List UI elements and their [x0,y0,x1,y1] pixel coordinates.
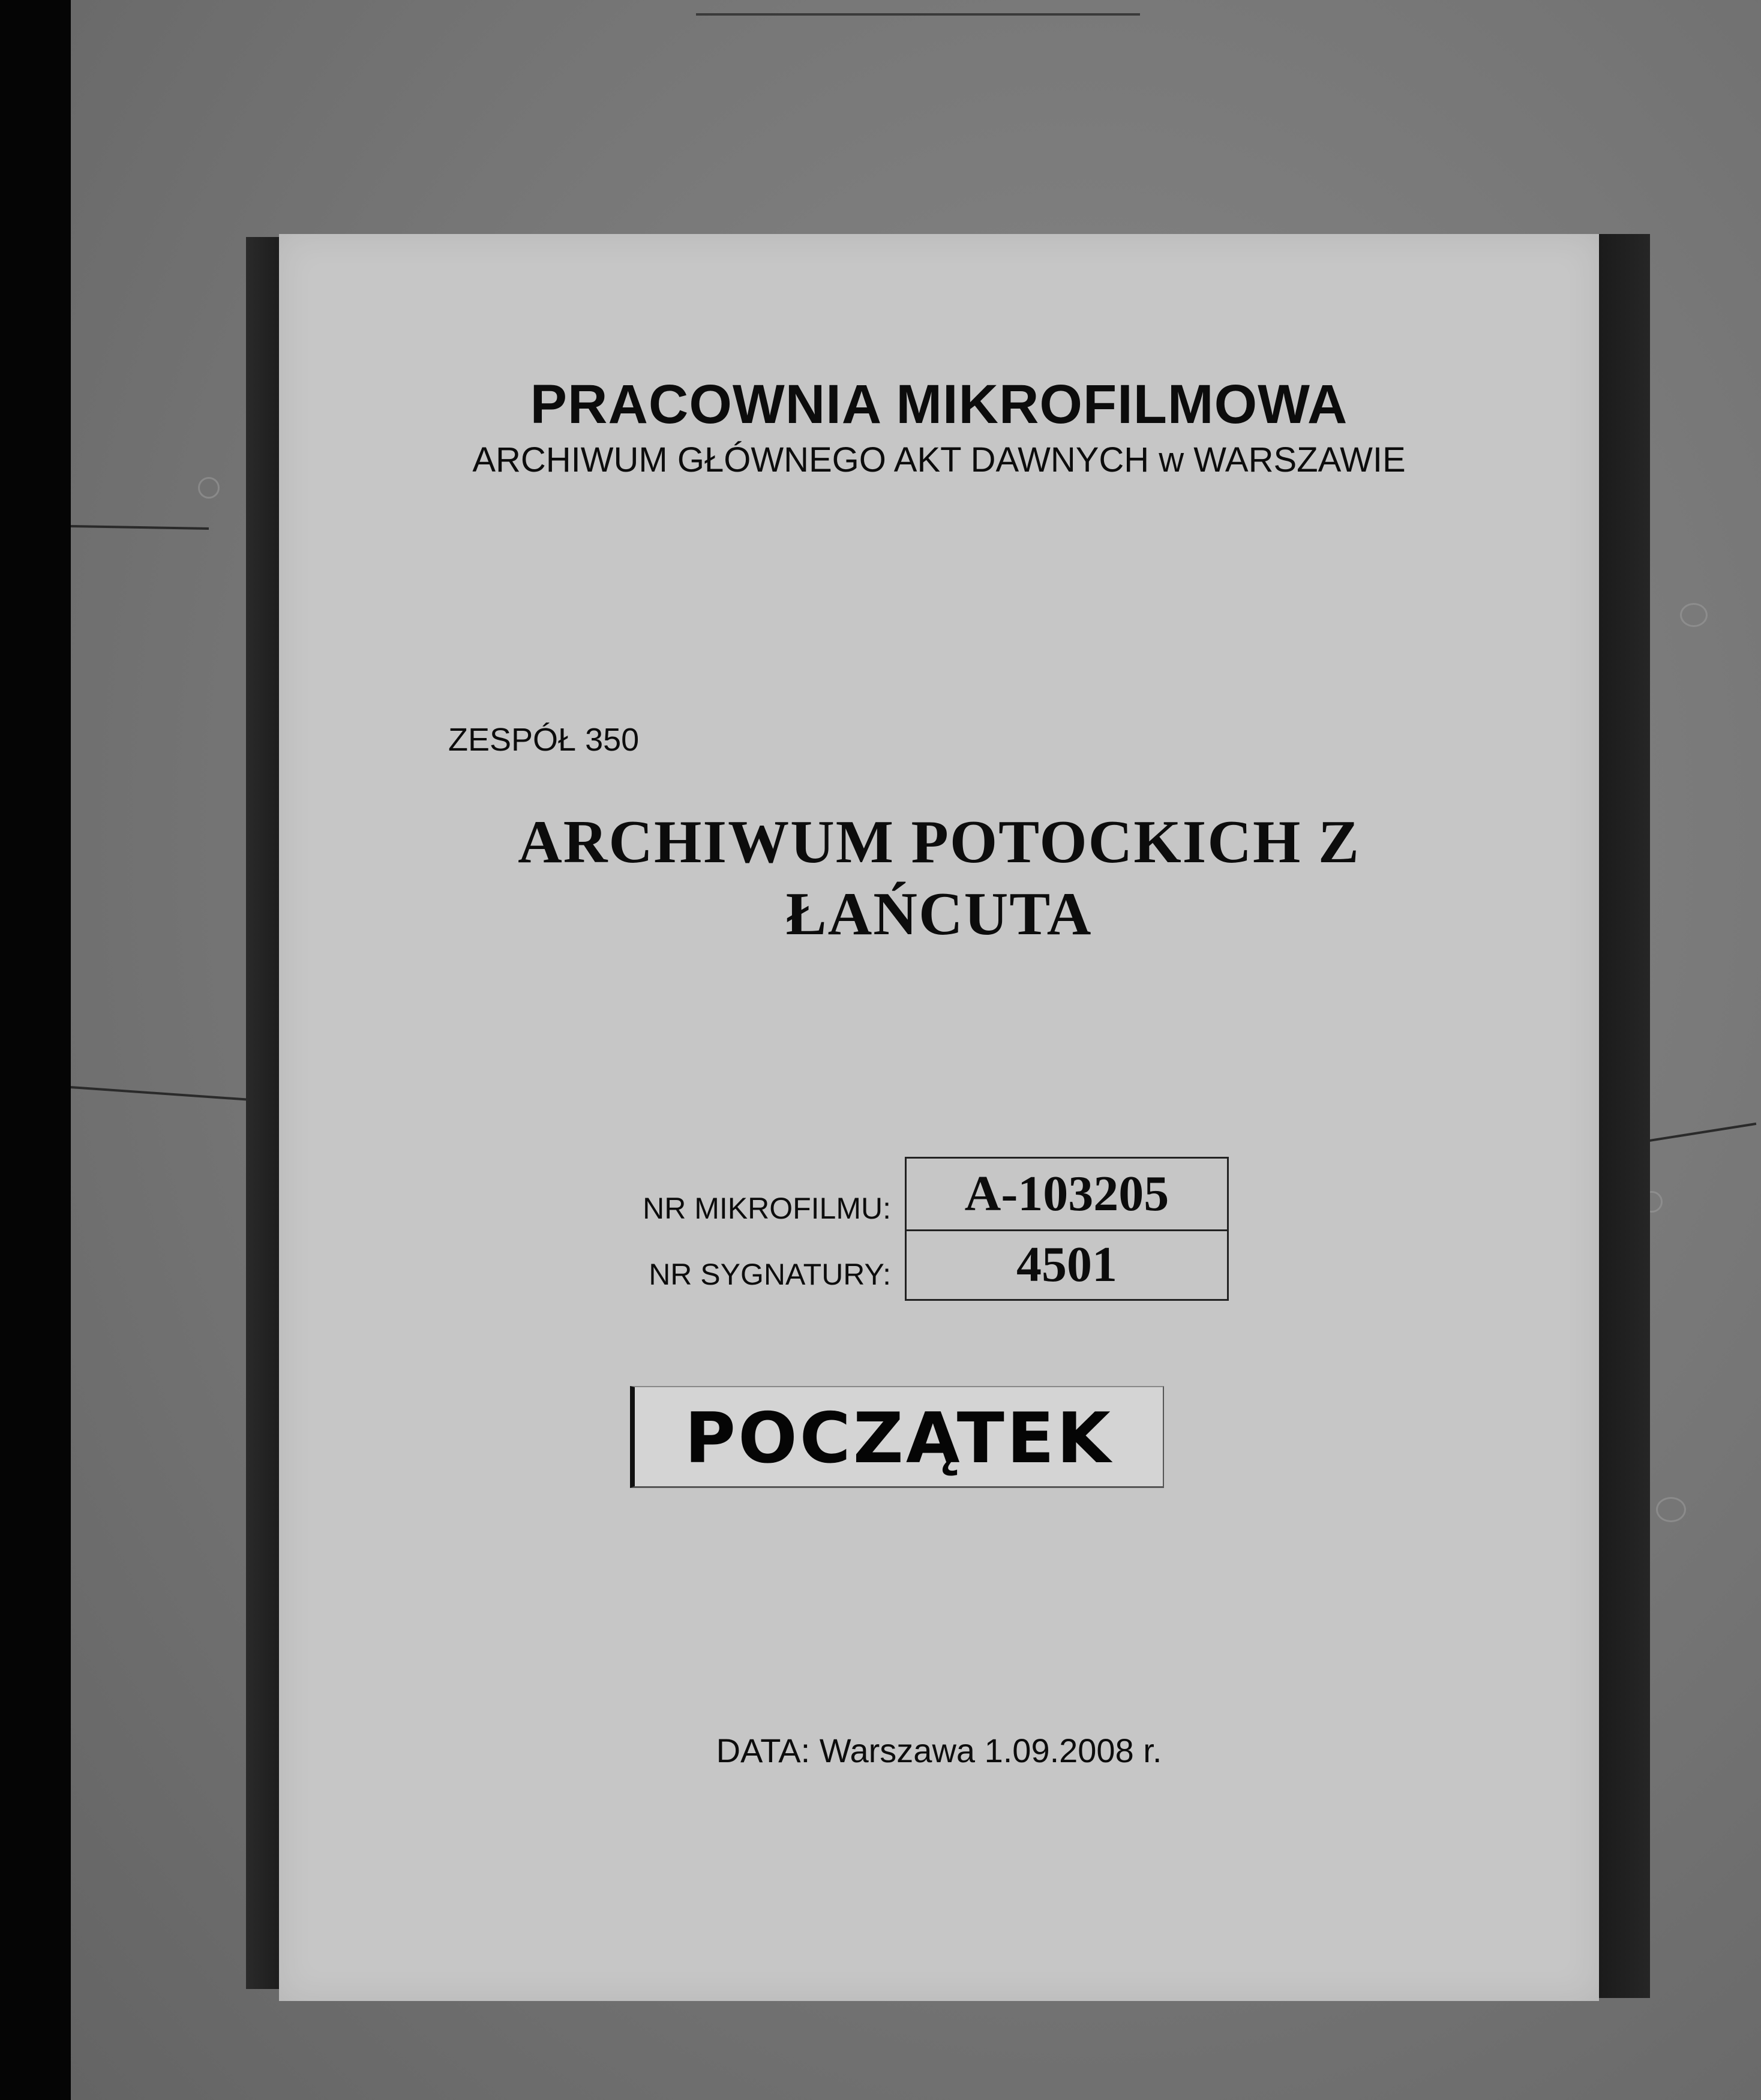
start-stamp-text: POCZĄTEK [685,1398,1113,1479]
microfilm-label: NR MIKROFILMU: [643,1192,891,1225]
microfilm-number: A-103205 [964,1166,1169,1222]
signature-label: NR SYGNATURY: [649,1258,891,1291]
identifier-boxes [905,1157,1229,1301]
archive-name: ARCHIWUM GŁÓWNEGO AKT DAWNYCH w WARSZAWIE [472,440,1406,479]
scan-artifact-line [696,13,1140,16]
dust-speck [1680,603,1708,627]
signature-number: 4501 [1016,1237,1117,1292]
lab-title: PRACOWNIA MIKROFILMOWA [530,374,1348,435]
fonds-number: ZESPÓŁ 350 [448,722,640,758]
fonds-title-line2: ŁAŃCUTA [785,880,1093,948]
date-line: DATA: Warszawa 1.09.2008 r. [716,1732,1162,1769]
fonds-title-line1: ARCHIWUM POTOCKICH Z [518,808,1360,876]
title-card [279,234,1599,2001]
box-divider [907,1229,1227,1231]
sheet-shadow-right [1596,234,1650,1998]
film-edge [0,0,71,2100]
dust-speck [198,477,220,499]
dust-speck [1656,1497,1686,1522]
sheet-shadow-left [246,237,282,1989]
start-stamp [630,1386,1164,1488]
